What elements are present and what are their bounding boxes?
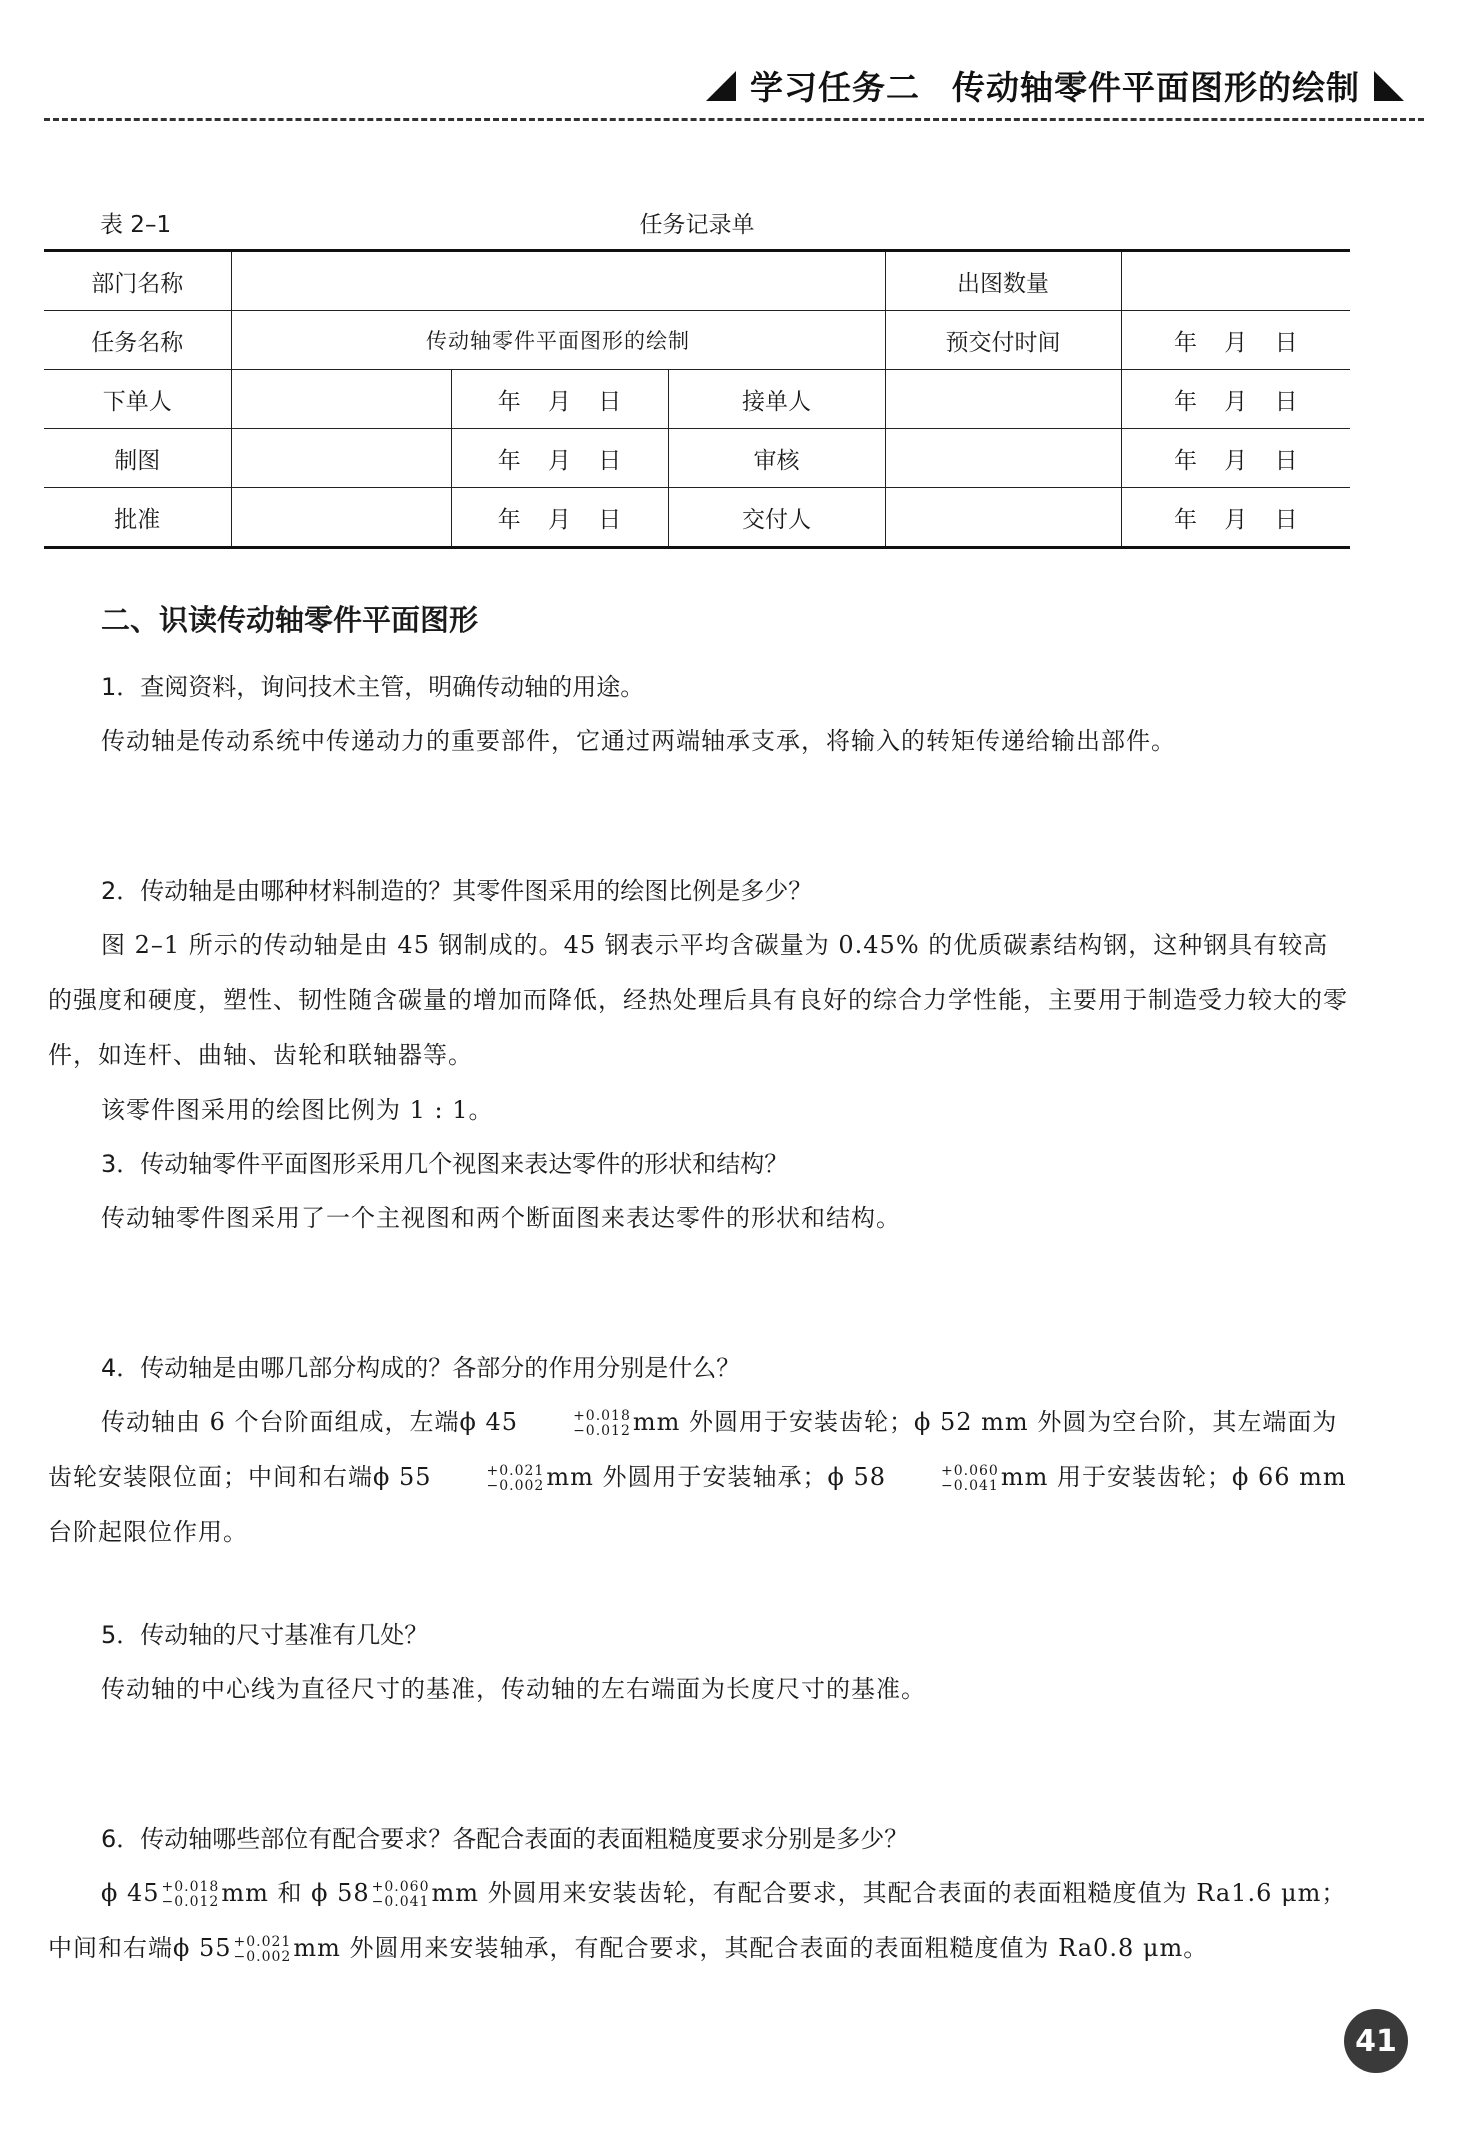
table-cell xyxy=(231,429,451,488)
diameter-value: ϕ 55 xyxy=(373,1463,432,1491)
table-cell xyxy=(885,429,1121,488)
answer-1: 传动轴是传动系统中传递动力的重要部件，它通过两端轴承支承，将输入的转矩传递给输出部件。 xyxy=(101,727,1176,755)
answer-text: 传动轴由 6 个台阶面组成，左端 xyxy=(101,1408,460,1436)
table-row xyxy=(44,429,1350,488)
tolerance-upper: +0.021 xyxy=(233,1933,292,1950)
header-divider xyxy=(44,118,1424,121)
date-cell: 年 月 日 xyxy=(451,429,668,488)
tolerance-lower: −0.041 xyxy=(371,1893,430,1910)
tolerance xyxy=(372,1880,430,1910)
tolerance-upper: +0.060 xyxy=(371,1878,430,1895)
table-row xyxy=(44,488,1350,548)
tolerance-upper: +0.021 xyxy=(486,1462,545,1479)
date-cell: 年 月 日 xyxy=(1121,488,1350,548)
table-row xyxy=(44,311,1350,370)
left-triangle-icon xyxy=(706,71,736,101)
table-cell: 任务名称 xyxy=(44,311,231,370)
date-cell: 年 月 日 xyxy=(451,488,668,548)
table-cell: 审核 xyxy=(668,429,885,488)
table-cell: 批准 xyxy=(44,488,231,548)
tolerance xyxy=(520,1409,631,1439)
tolerance-upper: +0.018 xyxy=(573,1407,631,1424)
table-cell: 制图 xyxy=(44,429,231,488)
tolerance-upper: +0.060 xyxy=(941,1462,999,1479)
table-caption xyxy=(44,204,1350,240)
table-row xyxy=(44,251,1350,311)
answer-5: 传动轴的中心线为直径尺寸的基准，传动轴的左右端面为长度尺寸的基准。 xyxy=(101,1675,926,1703)
tolerance xyxy=(888,1464,999,1494)
table-cell: 出图数量 xyxy=(885,251,1121,311)
answer-text: mm 外圆用于安装轴承； xyxy=(546,1463,828,1491)
answer-2-scale: 该零件图采用的绘图比例为 1 : 1。 xyxy=(101,1096,494,1124)
answer-text: mm 外圆用来安装轴承，有配合要求，其配合表面的表面粗糙度值为 Ra0.8 μm。 xyxy=(293,1934,1209,1962)
diameter-value: ϕ 45 xyxy=(101,1879,160,1907)
answer-text: 中间和右端 xyxy=(48,1934,173,1962)
table-cell xyxy=(885,488,1121,548)
section-title: 二、识读传动轴零件平面图形 xyxy=(101,603,479,637)
table-cell: 接单人 xyxy=(668,370,885,429)
task-name-value: 传动轴零件平面图形的绘制 xyxy=(231,311,885,370)
table-cell: 交付人 xyxy=(668,488,885,548)
question-2: 2．传动轴是由哪种材料制造的？其零件图采用的绘图比例是多少？ xyxy=(101,877,813,905)
header-task-label: 学习任务二 xyxy=(750,68,920,107)
tolerance-lower: −0.002 xyxy=(233,1948,292,1965)
answer-text: mm 外圆用于安装齿轮；ϕ 52 mm 外圆为空台阶，其左端面为齿轮安装限位面；中间和右端 xyxy=(48,1408,1338,1491)
date-cell: 年 月 日 xyxy=(451,370,668,429)
diameter-value: ϕ 45 xyxy=(459,1408,519,1436)
tolerance xyxy=(162,1880,220,1910)
header-title xyxy=(706,62,1404,109)
answer-text: mm 外圆用来安装齿轮，有配合要求，其配合表面的表面粗糙度值为 Ra1.6 μm； xyxy=(431,1879,1347,1907)
tolerance-lower: −0.002 xyxy=(486,1477,545,1494)
answer-6-line-2 xyxy=(48,1921,1350,1976)
question-6: 6．传动轴哪些部位有配合要求？各配合表面的表面粗糙度要求分别是多少？ xyxy=(101,1825,909,1853)
right-triangle-icon xyxy=(1374,71,1404,101)
table-cell xyxy=(231,370,451,429)
diameter-value: ϕ 55 xyxy=(173,1934,232,1962)
tolerance-lower: −0.041 xyxy=(941,1477,999,1494)
answer-4 xyxy=(48,1395,1350,1560)
diameter-value: ϕ 58 xyxy=(827,1463,887,1491)
page-number-badge: 41 xyxy=(1344,2009,1408,2073)
tolerance-lower: −0.012 xyxy=(573,1422,631,1439)
table-cell xyxy=(231,488,451,548)
page-header xyxy=(0,62,1474,118)
question-5: 5．传动轴的尺寸基准有几处？ xyxy=(101,1621,429,1649)
table-cell: 下单人 xyxy=(44,370,231,429)
table-cell: 部门名称 xyxy=(44,251,231,311)
tolerance xyxy=(234,1935,292,1965)
answer-text: mm 和 xyxy=(221,1879,303,1907)
question-1: 1．查阅资料，询问技术主管，明确传动轴的用途。 xyxy=(101,673,645,701)
table-cell xyxy=(885,370,1121,429)
date-cell: 年 月 日 xyxy=(1121,429,1350,488)
tolerance-lower: −0.012 xyxy=(161,1893,220,1910)
tolerance xyxy=(434,1464,545,1494)
table-number: 表 2–1 xyxy=(100,212,172,238)
answer-2-paragraph: 图 2–1 所示的传动轴是由 45 钢制成的。45 钢表示平均含碳量为 0.45% 的优质碳素结构钢，这种钢具有较高的强度和硬度，塑性、韧性随含碳量的增加而降低，经热处理后具有良好的综合力学性能，主要用于制造受力较大的零件，如连杆、曲轴、齿轮和联轴器等。 xyxy=(48,931,1348,1069)
task-record-table xyxy=(44,249,1350,549)
table-cell: 预交付时间 xyxy=(885,311,1121,370)
date-cell: 年 月 日 xyxy=(1121,311,1350,370)
question-4: 4．传动轴是由哪几部分构成的？各部分的作用分别是什么？ xyxy=(101,1354,741,1382)
department-name-field xyxy=(231,251,885,311)
tolerance-upper: +0.018 xyxy=(161,1878,220,1895)
answer-6-line-1 xyxy=(101,1866,1351,1921)
drawing-count-field xyxy=(1121,251,1350,311)
diameter-value: ϕ 58 xyxy=(311,1879,370,1907)
answer-3: 传动轴零件图采用了一个主视图和两个断面图来表达零件的形状和结构。 xyxy=(101,1204,901,1232)
table-row xyxy=(44,370,1350,429)
question-3: 3．传动轴零件平面图形采用几个视图来表达零件的形状和结构？ xyxy=(101,1150,789,1178)
table-title: 任务记录单 xyxy=(639,212,755,238)
answer-text: mm 用于安装齿轮；ϕ 66 mm 台阶起限位作用。 xyxy=(48,1463,1347,1546)
date-cell: 年 月 日 xyxy=(1121,370,1350,429)
header-task-title: 传动轴零件平面图形的绘制 xyxy=(952,68,1360,107)
